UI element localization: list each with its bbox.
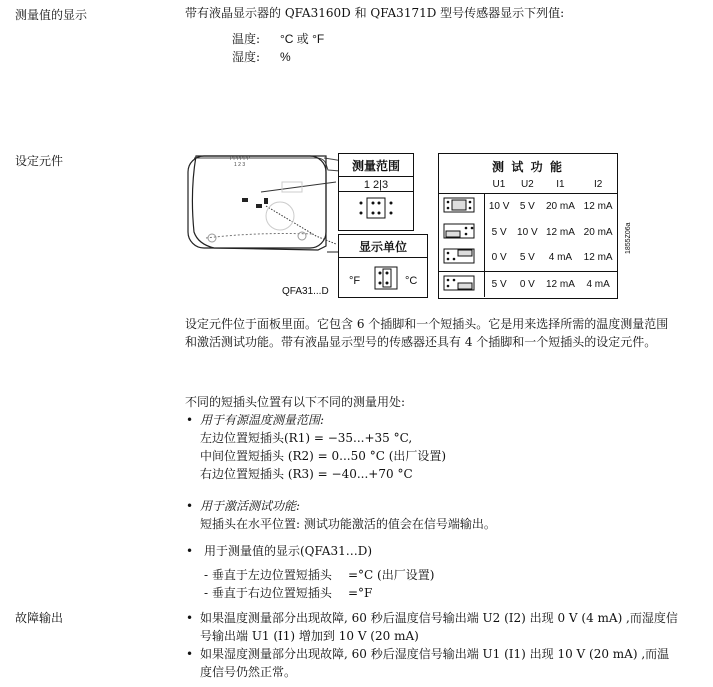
display-row-temp-name: 温度: bbox=[232, 32, 261, 46]
bullet-dot: • bbox=[186, 413, 194, 427]
table-row bbox=[439, 219, 617, 245]
table-row bbox=[439, 193, 617, 219]
unit-box bbox=[338, 234, 428, 298]
test-cell: 5 V bbox=[491, 226, 507, 238]
display-row-hum bbox=[232, 48, 291, 66]
table-row bbox=[439, 245, 617, 271]
display-row-temp bbox=[232, 30, 325, 48]
test-cell: 0 V bbox=[519, 278, 535, 290]
bullet-range-line: 右边位置短插头 (R3) = −40...+70 °C bbox=[200, 467, 413, 481]
device-model-label: QFA31...D bbox=[282, 286, 329, 297]
bullet-display-line-2 bbox=[204, 584, 684, 602]
section-label-fault: 故障输出 bbox=[15, 611, 64, 625]
test-row-icon bbox=[439, 271, 485, 297]
positions-intro: 不同的短插头位置有以下不同的测量用处: bbox=[185, 395, 406, 409]
fault-bullet-1 bbox=[186, 609, 678, 645]
test-cell: 5 V bbox=[519, 200, 535, 212]
range-box-title: 测量范围 bbox=[339, 154, 413, 177]
jumper-config-icon bbox=[440, 195, 480, 215]
bullet-display bbox=[186, 542, 684, 560]
test-row-icon bbox=[439, 193, 485, 219]
display-row-temp-value: °C 或 °F bbox=[280, 32, 325, 46]
test-cell: 12 mA bbox=[545, 226, 575, 238]
range-box bbox=[338, 153, 414, 231]
test-cell: 4 mA bbox=[548, 252, 573, 264]
test-function-table bbox=[438, 153, 632, 299]
test-cell: 12 mA bbox=[545, 278, 575, 290]
test-row-icon bbox=[439, 245, 485, 271]
bullet-range bbox=[186, 411, 680, 483]
display-row-hum-name: 湿度: bbox=[232, 50, 261, 64]
range-jumper-icon bbox=[339, 191, 413, 224]
bullet-display-value: =°C (出厂设置) bbox=[348, 568, 435, 582]
bullet-dot: • bbox=[186, 611, 194, 625]
bullet-dot: • bbox=[186, 544, 194, 558]
test-cell: 4 mA bbox=[586, 278, 610, 290]
device-text-pins: 1 2 3 bbox=[234, 162, 246, 168]
setting-paragraph: 设定元件位于面板里面。它包含 6 个插脚和一个短插头。它是用来选择所需的温度测量范围和激活测试功能。带有液晶显示型号的传感器还具有 4 个插脚和一个短插头的设定元件。 bbox=[185, 317, 669, 349]
test-cell: 10 V bbox=[488, 200, 510, 212]
test-cell: 12 mA bbox=[583, 252, 613, 264]
jumper-config-icon bbox=[440, 221, 480, 241]
range-box-positions: 1 2|3 bbox=[363, 179, 389, 191]
section-label-display: 测量值的显示 bbox=[15, 8, 88, 22]
test-header-i1: I1 bbox=[556, 179, 565, 191]
bullet-display-line-1 bbox=[204, 566, 684, 584]
test-cell: 10 V bbox=[517, 226, 538, 238]
unit-right-label: °C bbox=[405, 275, 418, 287]
unit-left-label: °F bbox=[349, 275, 361, 287]
unit-box-title: 显示单位 bbox=[339, 235, 427, 258]
bullet-test-title: 用于激活测试功能: bbox=[200, 499, 301, 513]
bullet-display-title: 用于测量值的显示(QFA31…D) bbox=[204, 544, 373, 558]
test-cell: 0 V bbox=[491, 252, 507, 264]
bullet-range-title: 用于有源温度测量范围: bbox=[200, 413, 325, 427]
test-cell: 20 mA bbox=[583, 226, 613, 238]
test-header-u2: U2 bbox=[520, 179, 534, 191]
device-text-top: PPPPPP bbox=[230, 156, 251, 162]
fault-bullet-text: 如果湿度测量部分出现故障, 60 秒后湿度信号输出端 U1 (I1) 出现 10 V (20 mA) ,而温度信号仍然正常。 bbox=[200, 647, 670, 679]
bullet-display-text: - 垂直于左边位置短插头 bbox=[204, 568, 332, 582]
test-header-u1: U1 bbox=[492, 179, 506, 191]
bullet-display-text: - 垂直于右边位置短插头 bbox=[204, 586, 332, 600]
bullet-display-value: =°F bbox=[348, 586, 373, 600]
test-table-code: 1855Z06a bbox=[625, 222, 632, 254]
test-cell: 5 V bbox=[491, 278, 507, 290]
bullet-test bbox=[186, 497, 680, 533]
test-cell: 20 mA bbox=[545, 200, 575, 212]
display-intro: 带有液晶显示器的 QFA3160D 和 QFA3171D 型号传感器显示下列值: bbox=[185, 6, 565, 20]
test-cell: 5 V bbox=[519, 252, 535, 264]
fault-bullet-2 bbox=[186, 645, 678, 681]
test-cell: 12 mA bbox=[583, 200, 613, 212]
display-row-hum-value: % bbox=[280, 50, 291, 64]
test-header-i2: I2 bbox=[593, 179, 603, 191]
fault-bullet-text: 如果温度测量部分出现故障, 60 秒后温度信号输出端 U2 (I2) 出现 0 V (4 mA) ,而湿度信号输出端 U1 (I1) 增加到 10 V (20 mA) bbox=[200, 611, 678, 643]
unit-jumper-icon bbox=[373, 265, 399, 291]
section-label-setting: 设定元件 bbox=[15, 154, 64, 168]
bullet-test-line: 短插头在水平位置: 测试功能激活的值会在信号端输出。 bbox=[200, 517, 496, 531]
bullet-dot: • bbox=[186, 499, 194, 513]
bullet-range-line: 中间位置短插头 (R2) = 0...50 °C (出厂设置) bbox=[200, 449, 447, 463]
bullet-range-line: 左边位置短插头(R1) = −35...+35 °C, bbox=[200, 431, 413, 445]
bullet-dot: • bbox=[186, 647, 194, 661]
jumper-config-icon bbox=[440, 246, 480, 266]
test-table-title: 测 试 功 能 bbox=[491, 160, 564, 174]
table-row bbox=[439, 271, 617, 297]
jumper-config-icon bbox=[440, 273, 480, 293]
test-row-icon bbox=[439, 219, 485, 245]
